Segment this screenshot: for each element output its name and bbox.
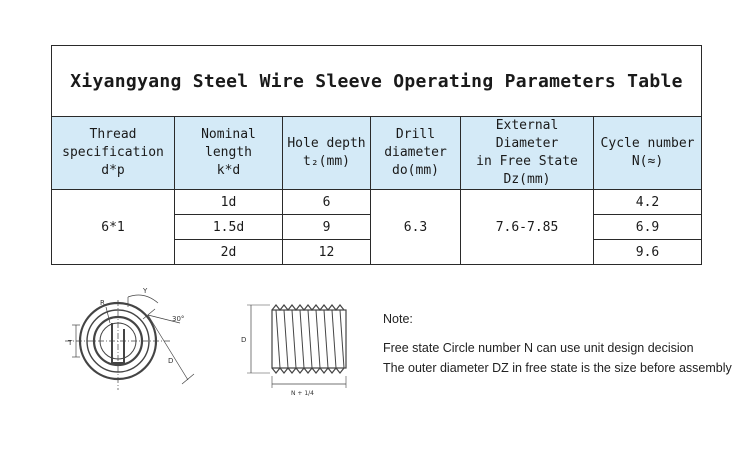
header-text: Thread: [89, 127, 137, 142]
header-text: N(≈): [631, 154, 664, 169]
header-hole-depth: [283, 117, 371, 190]
table-row: [52, 190, 702, 215]
table-title: Xiyangyang Steel Wire Sleeve Operating Parameters Table: [52, 46, 702, 117]
thread-spec-cell: 6*1: [52, 190, 175, 265]
cycle-number-cell: 9.6: [594, 240, 702, 265]
header-thread-spec: [52, 117, 175, 190]
angle-label: 30°: [172, 315, 185, 323]
coil-end-view-figure: [40, 285, 215, 410]
header-drill-diameter: [371, 117, 461, 190]
outer-diameter-label: D: [241, 336, 247, 344]
notes-block: [383, 312, 732, 381]
header-text: t₂(mm): [303, 154, 350, 169]
note-line: The outer diameter DZ in free state is the size before assembly: [383, 361, 732, 375]
cycle-number-cell: 6.9: [594, 215, 702, 240]
hole-depth-cell: 12: [283, 240, 371, 265]
header-external-diameter: [461, 117, 594, 190]
header-text: Nominal: [201, 127, 256, 142]
coil-side-view-figure: [235, 298, 355, 398]
header-text: d*p: [101, 163, 125, 178]
operating-parameters-table: [51, 45, 702, 265]
header-text: diameter: [384, 145, 447, 160]
header-text: Dz(mm): [503, 172, 551, 187]
drill-diameter-cell: 6.3: [371, 190, 461, 265]
header-cycle-number: [594, 117, 702, 190]
header-text: Hole depth: [287, 136, 366, 151]
diameter-label: D: [168, 357, 174, 365]
header-nominal-length: [175, 117, 283, 190]
header-text: Drill: [395, 127, 436, 142]
nominal-length-cell: 1.5d: [175, 215, 283, 240]
header-text: do(mm): [392, 163, 439, 178]
header-text: k*d: [216, 163, 241, 178]
hole-depth-cell: 6: [283, 190, 371, 215]
t-label: T: [68, 339, 73, 347]
notes-title: Note:: [383, 312, 413, 326]
hole-depth-cell: 9: [283, 215, 371, 240]
header-text: length: [205, 145, 252, 160]
header-text: Cycle number: [600, 136, 695, 151]
y-label: Y: [143, 287, 148, 295]
length-label: N + 1/4: [291, 390, 314, 397]
header-text: specification: [62, 145, 164, 160]
cycle-number-cell: 4.2: [594, 190, 702, 215]
header-text: Diameter: [495, 136, 559, 151]
external-diameter-cell: 7.6-7.85: [461, 190, 594, 265]
header-row: [52, 117, 702, 190]
nominal-length-cell: 2d: [175, 240, 283, 265]
header-text: in Free State: [476, 154, 578, 169]
note-line: Free state Circle number N can use unit design decision: [383, 341, 694, 355]
nominal-length-cell: 1d: [175, 190, 283, 215]
header-text: External: [495, 118, 559, 133]
radius-label: R: [100, 299, 105, 307]
